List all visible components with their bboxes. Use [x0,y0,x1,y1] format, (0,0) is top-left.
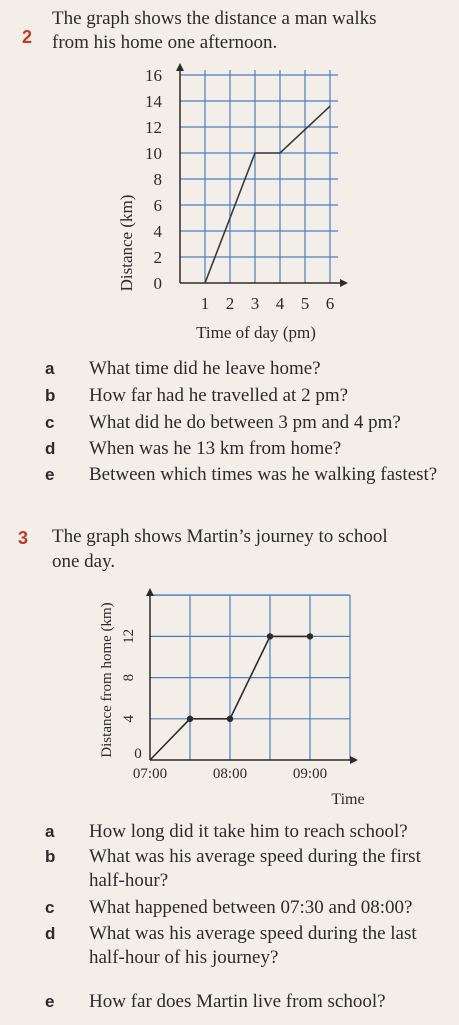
question-item [45,411,445,435]
y-tick-label: 12 [145,118,162,137]
question-item [45,463,445,487]
y-axis-label: Distance (km) [117,194,136,292]
y-tick-label: 0 [134,746,142,762]
question-letter: e [45,465,55,484]
question-letter: e [45,992,55,1011]
question-letter: a [45,822,55,841]
question-item [45,820,445,844]
x-tick-label: 09:00 [292,766,328,782]
data-point [267,633,273,639]
y-axis-arrow [146,588,154,596]
y-axis-label: Distance from home (km) [99,602,115,758]
question-item [45,922,445,970]
y-tick-label: 8 [121,673,137,682]
question-letter: d [45,924,56,943]
x-axis-arrow [350,756,358,764]
y-tick-label: 16 [145,66,162,85]
question-text: What happened between 07:30 and 08:00? [89,897,413,918]
question-text: How far had he travelled at 2 pm? [89,385,349,406]
question-item [45,990,445,1014]
question-text: When was he 13 km from home? [89,438,342,459]
question-text: What time did he leave home? [89,358,321,379]
x-tick-label: 2 [225,294,235,313]
y-tick-label: 4 [153,222,162,241]
y-tick-label: 6 [153,196,162,215]
question-2-text-line-1: The graph shows the distance a man walks [52,8,377,29]
question-3-text-line-2: one day. [52,551,116,572]
question-3-text-line-1: The graph shows Martin’s journey to school [52,526,388,547]
x-axis-label: Time [331,791,365,808]
y-tick-label: 12 [121,628,137,644]
x-tick-label: 3 [250,294,260,313]
x-tick-label: 5 [300,294,310,313]
x-tick-label: 1 [200,294,210,313]
question-item [45,384,445,408]
y-tick-label: 0 [153,274,162,293]
question-2-text-line-2: from his home one afternoon. [52,32,278,53]
data-point [227,716,233,722]
data-point [307,633,313,639]
question-text: Between which times was he walking fastest? [89,464,438,485]
question-letter: d [45,439,56,458]
question-item [45,845,445,893]
question-text: What did he do between 3 pm and 4 pm? [89,412,401,433]
question-2-number: 2 [22,27,33,47]
question-letter: b [45,847,56,866]
question-item [45,357,445,381]
y-tick-label: 2 [153,248,162,267]
y-tick-label: 4 [121,715,137,723]
data-point [187,716,193,722]
question-item [45,896,445,920]
question-letter: b [45,386,56,405]
x-tick-label: 08:00 [212,766,248,782]
y-tick-label: 8 [153,170,162,189]
x-tick-label: 07:00 [132,766,168,782]
question-letter: a [45,359,55,378]
question-text: What was his average speed during the last half-hour of his journey? [89,923,417,968]
question-letter: c [45,898,55,917]
x-tick-label: 6 [325,294,335,313]
x-tick-label: 4 [275,294,285,313]
y-axis-arrow [176,63,184,71]
distance-time-chart-walk [0,55,459,355]
question-text: How long did it take him to reach school? [89,821,408,842]
x-axis-arrow [340,279,348,287]
question-item [45,437,445,461]
question-text: What was his average speed during the first half-hour? [89,846,421,891]
question-text: How far does Martin live from school? [89,991,386,1012]
distance-time-chart-school [0,580,459,820]
question-3-number: 3 [18,528,29,548]
question-letter: c [45,413,55,432]
y-tick-label: 14 [145,92,162,111]
y-tick-label: 10 [145,144,162,163]
x-axis-label: Time of day (pm) [196,323,316,342]
